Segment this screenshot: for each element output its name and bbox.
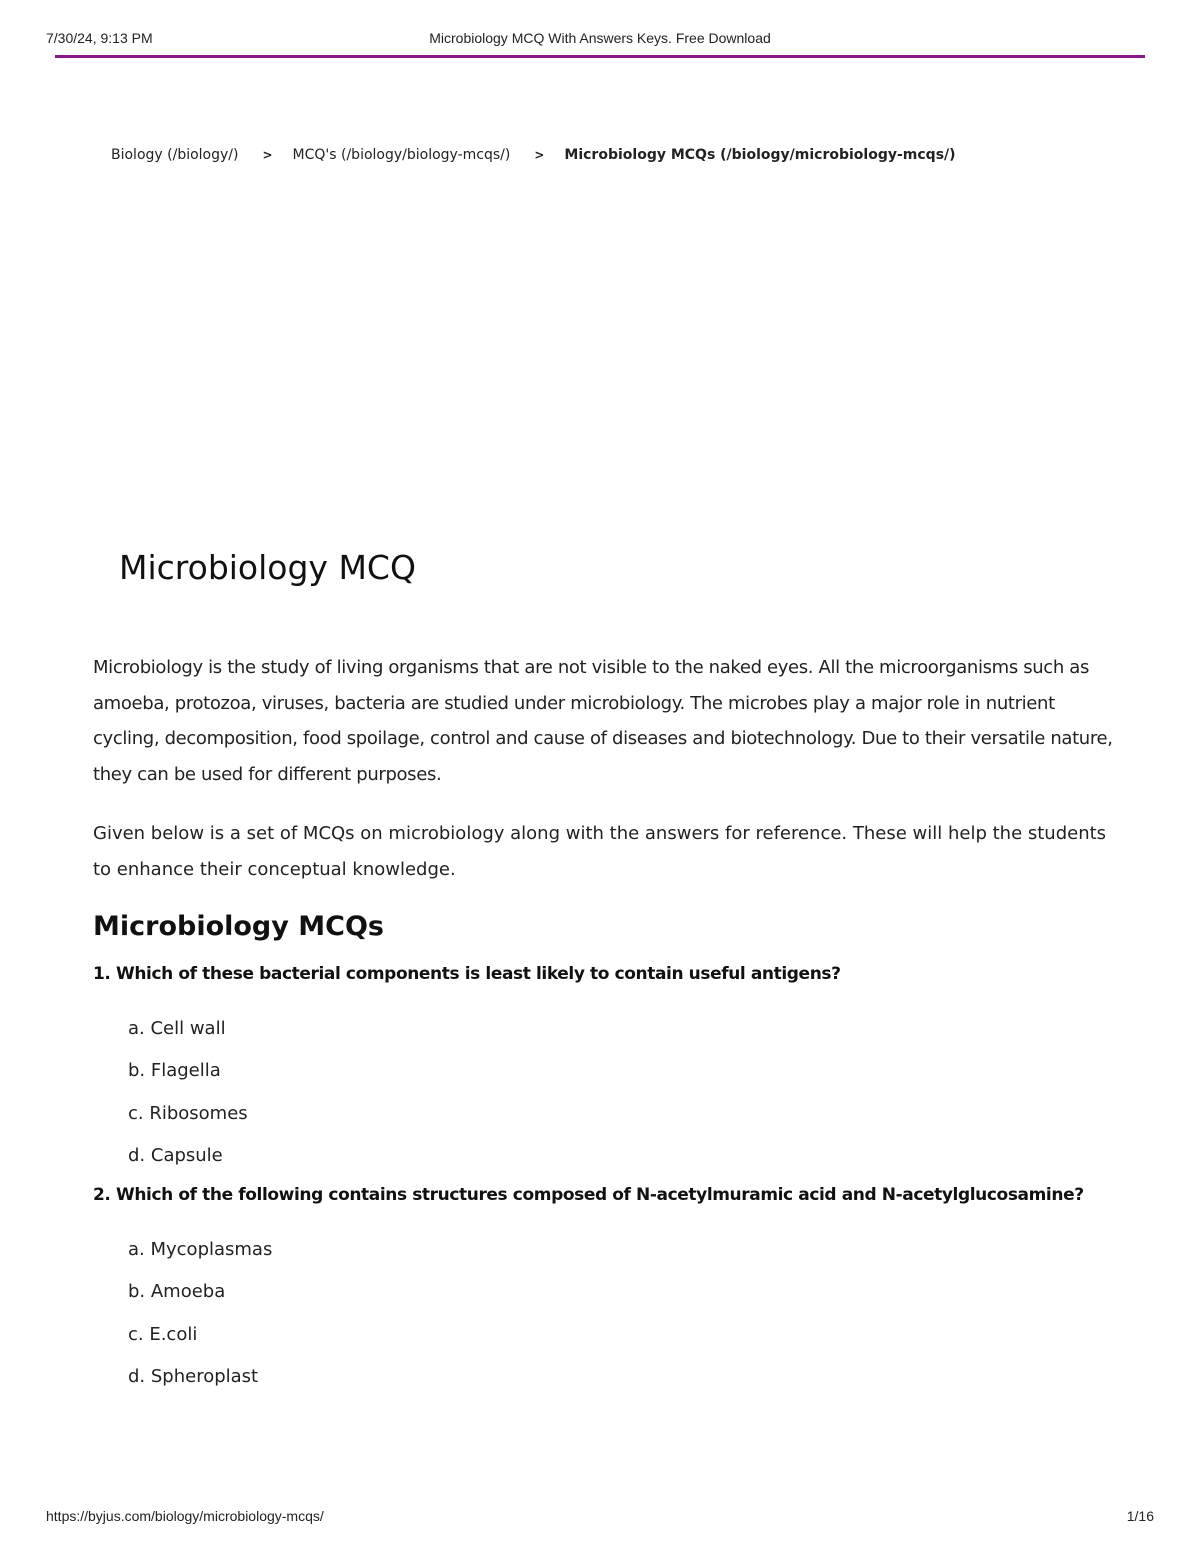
question-2: 2. Which of the following contains structures composed of N-acetylmuramic acid and N-acetylglucosamine? (93, 1185, 1084, 1206)
option-item: c. Ribosomes (128, 1102, 248, 1124)
page-title: Microbiology MCQ (119, 548, 416, 587)
question-1-options (128, 1008, 1113, 1177)
print-header (46, 30, 1154, 50)
option-item: d. Spheroplast (128, 1366, 259, 1388)
question-1: 1. Which of these bacterial components is least likely to contain useful antigens? (93, 964, 841, 984)
chevron-right-icon: > (534, 148, 545, 162)
option-item: c. E.coli (128, 1323, 198, 1345)
print-page-title: Microbiology MCQ With Answers Keys. Free Download (429, 30, 771, 46)
print-url[interactable]: https://byjus.com/biology/microbiology-mcqs/ (46, 1508, 324, 1524)
option-item: b. Amoeba (128, 1281, 226, 1303)
breadcrumb-item-microbiology-mcqs[interactable]: Microbiology MCQs (/biology/microbiology-mcqs/) (564, 147, 956, 163)
intro-paragraph: Given below is a set of MCQs on microbiology along with the answers for reference. These will help the students to enhance their conceptual knowledge. (93, 823, 1107, 880)
breadcrumb (111, 147, 956, 163)
section-title: Microbiology MCQs (93, 911, 384, 942)
article-body (93, 650, 1113, 1398)
intro-paragraph: Microbiology is the study of living organisms that are not visible to the naked eyes. All the microorganisms such as amoeba, protozoa, viruses, bacteria are studied under microbiology. The microbes play a major role in nutrient cycling, decomposition, food spoilage, control and cause of diseases and biotechnology. Due to their versatile nature, they can be used for different purposes. (93, 657, 1113, 785)
chevron-right-icon: > (262, 148, 273, 162)
page-number: 1/16 (1126, 1508, 1154, 1524)
option-item: b. Flagella (128, 1060, 221, 1082)
question-2-options (128, 1229, 1113, 1398)
option-item: a. Mycoplasmas (128, 1239, 273, 1261)
option-item: a. Cell wall (128, 1018, 226, 1039)
option-item: d. Capsule (128, 1144, 223, 1166)
print-datetime: 7/30/24, 9:13 PM (46, 30, 153, 46)
accent-divider (55, 55, 1145, 58)
breadcrumb-item-mcqs[interactable]: MCQ's (/biology/biology-mcqs/) (292, 147, 511, 163)
breadcrumb-item-biology[interactable]: Biology (/biology/) (111, 147, 239, 163)
